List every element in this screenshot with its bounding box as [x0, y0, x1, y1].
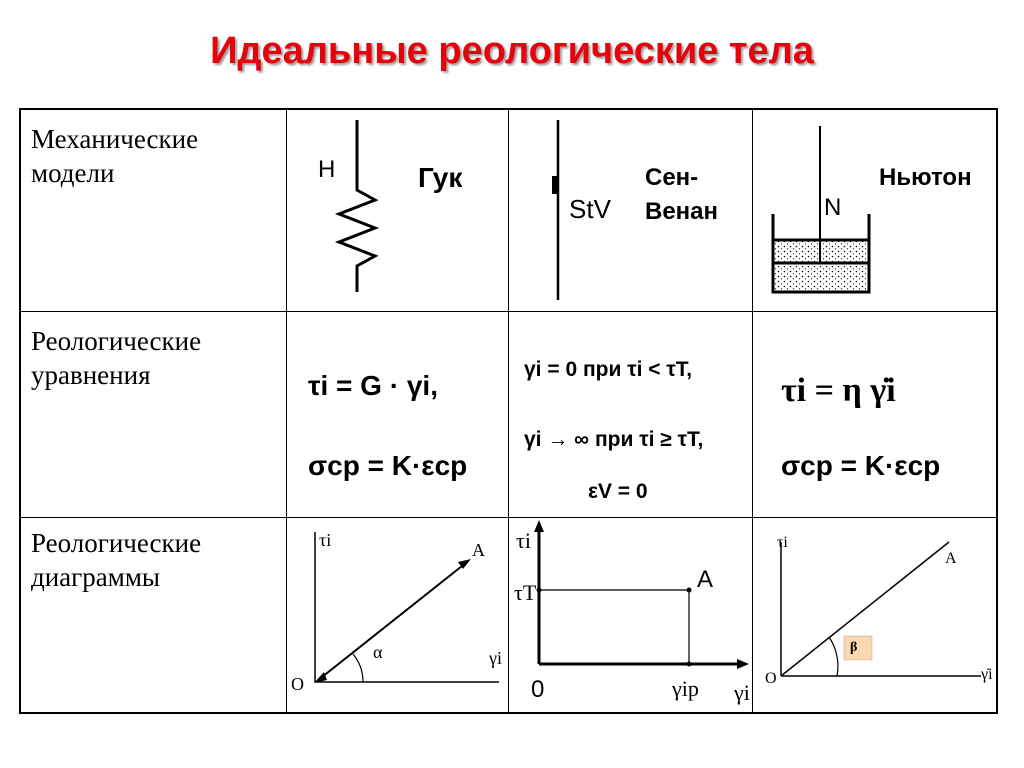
- newton-name: Ньютон: [879, 164, 972, 191]
- row-label-diagrams: Реологические диаграммы: [31, 528, 202, 592]
- newton-equation-shear: τi = η γ̇i: [781, 372, 896, 409]
- saint-venant-diagram-origin: 0: [531, 676, 545, 703]
- newton-diagram-point: A: [945, 550, 957, 567]
- saint-venant-diagram-point: A: [697, 566, 714, 593]
- row-label-equations: Реологические уравнения: [31, 326, 202, 390]
- rheology-table: [19, 108, 998, 714]
- hooke-model-letter: H: [318, 156, 336, 183]
- hooke-diagram-angle: α: [373, 642, 383, 662]
- newton-equation-volume: σcp = K·εcp: [781, 450, 941, 481]
- saint-venant-diagram-x-mark: γip: [672, 676, 699, 701]
- hooke-equation-shear: τi = G · γi,: [308, 370, 438, 401]
- saint-venant-equation-2: γi → ∞ при τi ≥ τT,: [524, 428, 704, 451]
- hooke-diagram-point: A: [472, 540, 485, 560]
- newton-model-letter: N: [824, 194, 842, 221]
- saint-venant-diagram: [509, 518, 752, 714]
- saint-venant-diagram-y-axis-label: τi: [516, 528, 531, 553]
- saint-venant-equation-1: γi = 0 при τi < τT,: [524, 358, 693, 381]
- newton-diagram-x-axis-label: γ̇i: [981, 666, 993, 683]
- slide-title: Идеальные реологические тела: [210, 30, 814, 72]
- saint-venant-diagram-x-axis-label: γi: [734, 680, 750, 705]
- row-label-models: Механические модели: [31, 124, 199, 188]
- hooke-spring-model: [287, 110, 508, 310]
- hooke-diagram-origin: O: [291, 674, 304, 694]
- hooke-name: Гук: [418, 162, 463, 193]
- hooke-diagram-y-axis-label: τi: [319, 530, 332, 550]
- newton-diagram-y-axis-label: τi: [777, 534, 788, 551]
- hooke-diagram-x-axis-label: γi: [489, 648, 502, 668]
- saint-venant-model-letter: StV: [569, 194, 611, 224]
- newton-diagram-angle: β: [850, 640, 858, 655]
- saint-venant-diagram-yield-label: τT: [514, 580, 537, 605]
- saint-venant-equation-3: εV = 0: [588, 480, 648, 503]
- hooke-equation-volume: σcp = K·εcp: [308, 450, 468, 481]
- newton-diagram-origin: O: [765, 670, 777, 687]
- newton-diagram: [753, 518, 998, 714]
- row-divider: [21, 311, 996, 312]
- saint-venant-name-line2: Венан: [645, 198, 719, 225]
- newton-dashpot-model: [753, 110, 998, 310]
- saint-venant-name-line1: Сен-: [645, 164, 699, 191]
